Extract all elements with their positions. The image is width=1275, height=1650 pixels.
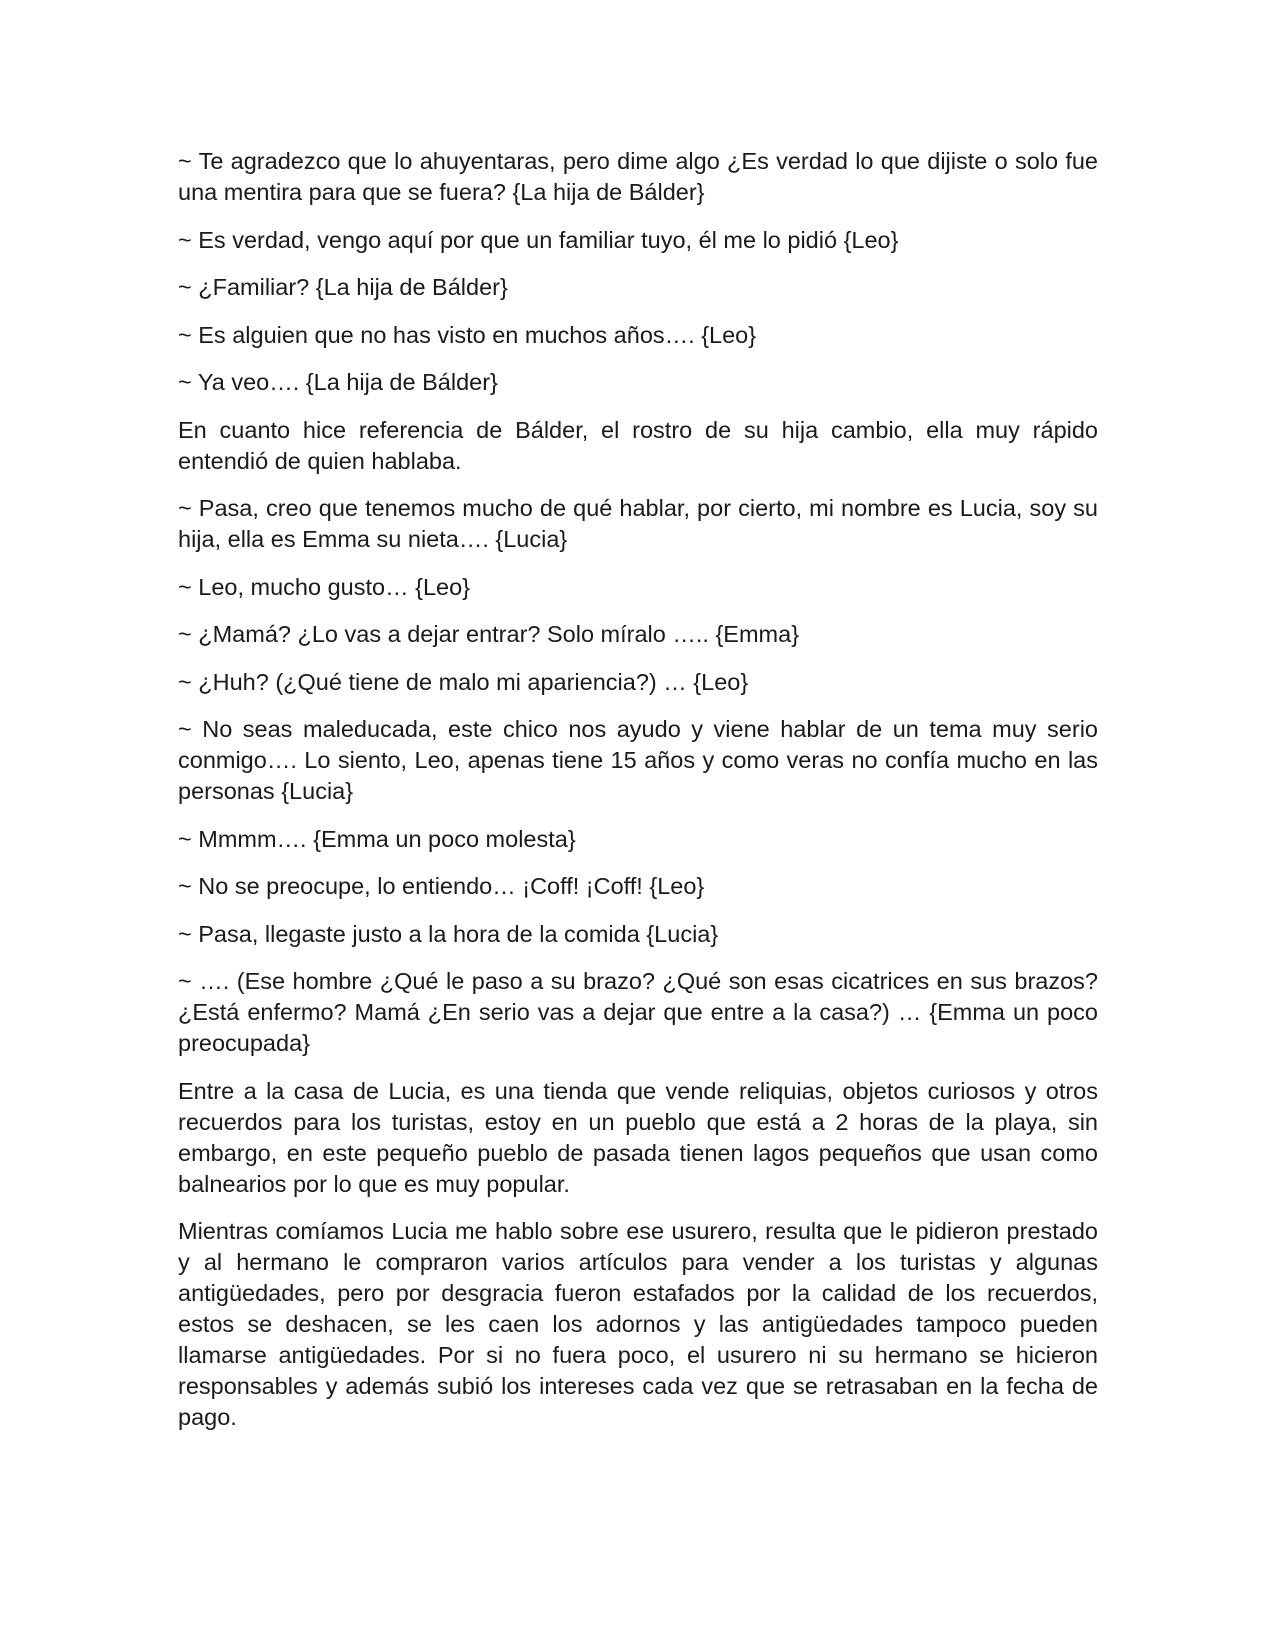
dialogue-line: ~ No se preocupe, lo entiendo… ¡Coff! ¡Coff! {Leo} xyxy=(178,873,705,899)
dialogue-line: ~ No seas maleducada, este chico nos ayudo y viene hablar de un tema muy serio conmigo…. Lo siento, Leo, apenas tiene 15 años y como veras no confía mucho en las personas {Lucia} xyxy=(178,716,1098,804)
dialogue-line: ~ Pasa, creo que tenemos mucho de qué hablar, por cierto, mi nombre es Lucia, soy su hija, ella es Emma su nieta…. {Lucia} xyxy=(178,495,1098,552)
dialogue-line: ~ Mmmm…. {Emma un poco molesta} xyxy=(178,825,576,852)
dialogue-line: ~ Pasa, llegaste justo a la hora de la comida {Lucia} xyxy=(178,920,719,947)
dialogue-line: ~ ¿Familiar? {La hija de Bálder} xyxy=(178,274,508,300)
body-text xyxy=(178,146,1098,1450)
dialogue-line: ~ Es alguien que no has visto en muchos años…. {Leo} xyxy=(178,321,757,348)
dialogue-line: ~ ¿Mamá? ¿Lo vas a dejar entrar? Solo míralo ….. {Emma} xyxy=(178,621,800,647)
dialogue-line: ~ Te agradezco que lo ahuyentaras, pero dime algo ¿Es verdad lo que dijiste o solo fue una mentira para que se fuera? {La hija de Bálder} xyxy=(178,148,1098,205)
dialogue-line: ~ Leo, mucho gusto… {Leo} xyxy=(178,573,471,600)
narration-paragraph: En cuanto hice referencia de Bálder, el rostro de su hija cambio, ella muy rápido entendió de quien hablaba. xyxy=(178,416,1098,474)
narration-paragraph: Entre a la casa de Lucia, es una tienda que vende reliquias, objetos curiosos y otros recuerdos para los turistas, estoy en un pueblo que está a 2 horas de la playa, sin embargo, en este pequeño pueblo de pasada tienen lagos pequeños que usan como balnearios por lo que es muy popular. xyxy=(178,1077,1098,1197)
narration-paragraph: Mientras comíamos Lucia me hablo sobre ese usurero, resulta que le pidieron prestado y al hermano le compraron varios artículos para vender a los turistas y algunas antigüedades, pero por desgracia fueron estafados por la calidad de los recuerdos, estos se deshacen, se les caen los adornos y las antigüedades tampoco pueden llamarse antigüedades. Por si no fuera poco, el usurero ni su hermano se hicieron responsables y además subió los intereses cada vez que se retrasaban en la fecha de pago. xyxy=(178,1218,1098,1430)
dialogue-line: ~ Es verdad, vengo aquí por que un familiar tuyo, él me lo pidió {Leo} xyxy=(178,226,899,253)
dialogue-line: ~ ¿Huh? (¿Qué tiene de malo mi apariencia?) … {Leo} xyxy=(178,668,749,695)
dialogue-line: ~ …. (Ese hombre ¿Qué le paso a su brazo? ¿Qué son esas cicatrices en sus brazos? ¿Está enfermo? Mamá ¿En serio vas a dejar que entre a la casa?) … {Emma un poco preocupada} xyxy=(178,968,1098,1056)
dialogue-line: ~ Ya veo…. {La hija de Bálder} xyxy=(178,369,498,395)
